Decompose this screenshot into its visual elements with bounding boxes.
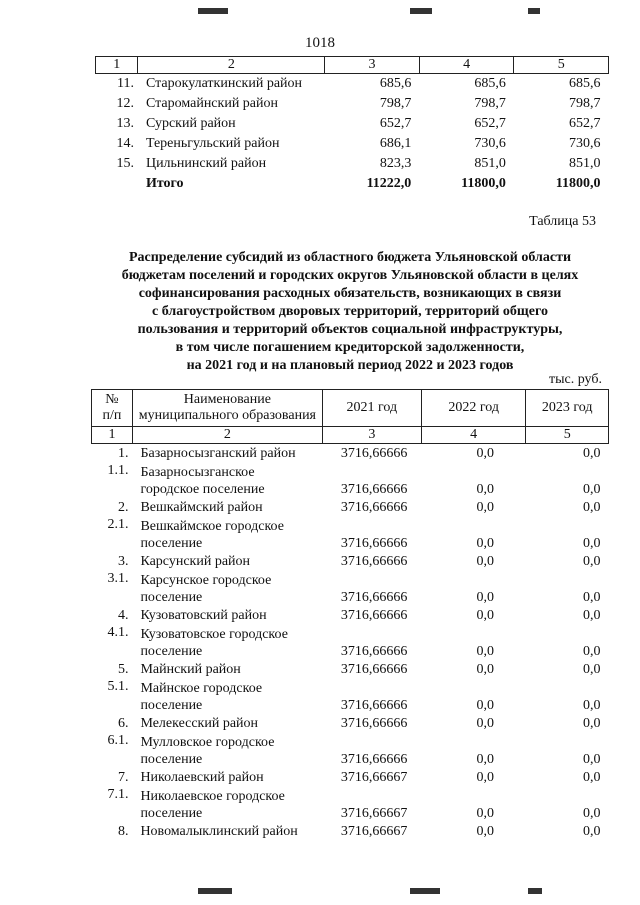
row-name xyxy=(132,570,322,606)
table-row xyxy=(96,134,609,154)
value-2021: 3716,66666 xyxy=(340,608,408,623)
row-number: 12. xyxy=(116,96,134,111)
row-name-line: поселение xyxy=(140,698,203,713)
title-line: на 2021 год и на плановый период 2022 и 2023 годов xyxy=(186,358,514,373)
total-value: 11800,0 xyxy=(555,176,601,191)
value-2021: 3716,66666 xyxy=(340,662,408,677)
value-2023: 0,0 xyxy=(583,644,601,659)
value-2023: 0,0 xyxy=(583,482,601,497)
row-name-line: поселение xyxy=(140,644,203,659)
value-cell: 851,0 xyxy=(474,156,506,171)
value-cell: 798,7 xyxy=(569,96,601,111)
value-2022: 0,0 xyxy=(476,536,494,551)
value-2022: 0,0 xyxy=(476,608,494,623)
table-body xyxy=(92,444,609,841)
scan-artifact xyxy=(528,8,540,14)
table-row xyxy=(92,768,609,786)
table-label: Таблица 53 xyxy=(529,214,596,229)
row-number: 7. xyxy=(117,770,129,785)
row-number: 3. xyxy=(117,554,129,569)
table-row xyxy=(92,462,609,498)
value-2022: 0,0 xyxy=(476,482,494,497)
value-2021: 3716,66667 xyxy=(340,824,408,839)
value-2021: 3716,66666 xyxy=(340,590,408,605)
row-number: 5.1. xyxy=(107,679,129,694)
header-year: 2021 год xyxy=(322,390,421,427)
table-row xyxy=(92,606,609,624)
value-2021: 3716,66666 xyxy=(340,500,408,515)
units-label: тыс. руб. xyxy=(549,372,602,387)
row-number: 15. xyxy=(116,156,134,171)
row-name-line: Николаевское городское xyxy=(140,789,285,804)
value-2021: 3716,66666 xyxy=(340,482,408,497)
row-name-line: городское поселение xyxy=(140,482,265,497)
row-number: 3.1. xyxy=(107,571,129,586)
empty-cell xyxy=(96,174,138,194)
value-2023: 0,0 xyxy=(583,698,601,713)
row-name-line: Мулловское городское xyxy=(140,735,275,750)
row-name xyxy=(132,516,322,552)
column-number: 3 xyxy=(322,427,421,444)
table-row xyxy=(92,822,609,840)
row-name: Старокулаткинский район xyxy=(145,76,303,91)
value-cell: 685,6 xyxy=(569,76,601,91)
row-name xyxy=(132,732,322,768)
value-2021: 3716,66666 xyxy=(340,536,408,551)
value-2023: 0,0 xyxy=(583,716,601,731)
value-2021: 3716,66666 xyxy=(340,446,408,461)
title-line: софинансирования расходных обязательств, возникающих в связи xyxy=(138,286,562,301)
row-number: 14. xyxy=(116,136,134,151)
header-cell: 4 xyxy=(419,57,514,74)
value-cell: 685,6 xyxy=(474,76,506,91)
header-number xyxy=(92,390,133,427)
row-name xyxy=(132,624,322,660)
row-number: 1.1. xyxy=(107,463,129,478)
header-name xyxy=(132,390,322,427)
table-row xyxy=(96,74,609,95)
table-row xyxy=(96,114,609,134)
header-text: п/п xyxy=(102,408,122,423)
value-2022: 0,0 xyxy=(476,698,494,713)
row-name-line: поселение xyxy=(140,536,203,551)
header-cell: 1 xyxy=(96,57,138,74)
header-text: № xyxy=(105,392,119,407)
table-header-row xyxy=(96,57,609,74)
scan-artifact xyxy=(410,8,432,14)
row-number: 11. xyxy=(116,76,134,91)
column-number: 2 xyxy=(132,427,322,444)
column-number: 5 xyxy=(526,427,609,444)
row-name xyxy=(132,786,322,822)
row-name: Сурский район xyxy=(145,116,236,131)
value-2023: 0,0 xyxy=(583,662,601,677)
value-cell: 685,6 xyxy=(379,76,412,91)
row-number: 6. xyxy=(117,716,129,731)
value-2022: 0,0 xyxy=(476,500,494,515)
row-name-line: поселение xyxy=(140,590,203,605)
value-2023: 0,0 xyxy=(583,446,601,461)
value-2022: 0,0 xyxy=(476,662,494,677)
row-name xyxy=(132,462,322,498)
value-2023: 0,0 xyxy=(583,536,601,551)
row-name-line: Майнский район xyxy=(140,662,241,677)
table-row xyxy=(92,786,609,822)
row-name-line: Базарносызганское xyxy=(140,465,255,480)
row-name-line: поселение xyxy=(140,752,203,767)
row-name xyxy=(132,714,322,732)
row-number: 2. xyxy=(117,500,129,515)
value-cell: 730,6 xyxy=(474,136,506,151)
value-2021: 3716,66666 xyxy=(340,554,408,569)
value-2022: 0,0 xyxy=(476,644,494,659)
value-2021: 3716,66666 xyxy=(340,698,408,713)
header-cell: 3 xyxy=(325,57,420,74)
value-2023: 0,0 xyxy=(583,770,601,785)
row-name-line: поселение xyxy=(140,806,203,821)
row-name xyxy=(132,822,322,840)
row-name-line: Кузоватовское городское xyxy=(140,627,288,642)
value-2021: 3716,66666 xyxy=(340,644,408,659)
row-name-line: Вешкаймское городское xyxy=(140,519,284,534)
value-2023: 0,0 xyxy=(583,554,601,569)
value-cell: 652,7 xyxy=(474,116,506,131)
value-2022: 0,0 xyxy=(476,752,494,767)
header-text: муниципального образования xyxy=(138,408,316,423)
table-row xyxy=(92,570,609,606)
row-name-line: Новомалыклинский район xyxy=(140,824,298,839)
value-2022: 0,0 xyxy=(476,770,494,785)
header-text: Наименование xyxy=(183,392,271,407)
row-number: 7.1. xyxy=(107,787,129,802)
table-row xyxy=(92,678,609,714)
table-row xyxy=(96,94,609,114)
row-number: 13. xyxy=(116,116,134,131)
row-name-line: Вешкаймский район xyxy=(140,500,263,515)
scan-artifact xyxy=(528,888,542,894)
title-line: с благоустройством дворовых территорий, территорий общего xyxy=(152,304,548,319)
scan-artifact xyxy=(410,888,440,894)
table-row xyxy=(92,552,609,570)
row-name: Цильнинский район xyxy=(145,156,267,171)
value-2022: 0,0 xyxy=(476,824,494,839)
continued-table xyxy=(95,56,609,194)
table-title xyxy=(90,249,610,375)
column-numbering-row xyxy=(92,427,609,444)
scan-artifact xyxy=(198,888,232,894)
row-name xyxy=(132,444,322,463)
value-2023: 0,0 xyxy=(583,806,601,821)
row-name-line: Майнское городское xyxy=(140,681,263,696)
row-name-line: Карсунское городское xyxy=(140,573,272,588)
row-name: Тереньгульский район xyxy=(145,136,280,151)
value-2022: 0,0 xyxy=(476,806,494,821)
value-cell: 652,7 xyxy=(569,116,601,131)
table-row xyxy=(92,732,609,768)
value-2023: 0,0 xyxy=(583,608,601,623)
row-number: 4. xyxy=(117,608,129,623)
row-number: 2.1. xyxy=(107,517,129,532)
row-name-line: Базарносызганский район xyxy=(140,446,296,461)
value-cell: 798,7 xyxy=(474,96,506,111)
table-row xyxy=(92,660,609,678)
row-name: Старомайнский район xyxy=(145,96,279,111)
title-line: пользования и территорий объектов социальной инфраструктуры, xyxy=(137,322,563,337)
title-line: в том числе погашением кредиторской задолженности, xyxy=(175,340,525,355)
value-2023: 0,0 xyxy=(583,752,601,767)
row-name xyxy=(132,768,322,786)
value-2023: 0,0 xyxy=(583,500,601,515)
table-header-row xyxy=(92,390,609,427)
value-2021: 3716,66666 xyxy=(340,716,408,731)
page-number: 1018 xyxy=(305,35,335,51)
value-cell: 652,7 xyxy=(379,116,412,131)
value-cell: 730,6 xyxy=(569,136,601,151)
value-2022: 0,0 xyxy=(476,716,494,731)
total-label: Итого xyxy=(145,176,184,191)
value-2023: 0,0 xyxy=(583,590,601,605)
row-name xyxy=(132,552,322,570)
row-name xyxy=(132,660,322,678)
table-row xyxy=(92,498,609,516)
header-cell: 5 xyxy=(514,57,609,74)
table-row xyxy=(92,714,609,732)
scan-artifact xyxy=(198,8,228,14)
total-row xyxy=(96,174,609,194)
row-number: 4.1. xyxy=(107,625,129,640)
header-year: 2023 год xyxy=(526,390,609,427)
value-cell: 798,7 xyxy=(379,96,412,111)
value-2022: 0,0 xyxy=(476,590,494,605)
column-number: 1 xyxy=(92,427,133,444)
row-number: 6.1. xyxy=(107,733,129,748)
header-cell: 2 xyxy=(138,57,325,74)
row-name xyxy=(132,678,322,714)
subsidy-table xyxy=(91,389,609,840)
table-row xyxy=(92,516,609,552)
total-value: 11800,0 xyxy=(461,176,506,191)
value-cell: 686,1 xyxy=(379,136,412,151)
row-number: 1. xyxy=(117,446,129,461)
row-name-line: Кузоватовский район xyxy=(140,608,267,623)
row-number: 5. xyxy=(117,662,129,677)
value-2021: 3716,66666 xyxy=(340,752,408,767)
row-name xyxy=(132,606,322,624)
row-name-line: Мелекесский район xyxy=(140,716,259,731)
value-cell: 851,0 xyxy=(569,156,601,171)
total-value: 11222,0 xyxy=(366,176,412,191)
table-row xyxy=(92,444,609,463)
value-2023: 0,0 xyxy=(583,824,601,839)
header-year: 2022 год xyxy=(421,390,526,427)
column-number: 4 xyxy=(421,427,526,444)
title-line: Распределение субсидий из областного бюджета Ульяновской области xyxy=(128,250,572,265)
value-2021: 3716,66667 xyxy=(340,770,408,785)
row-name-line: Николаевский район xyxy=(140,770,264,785)
value-2021: 3716,66667 xyxy=(340,806,408,821)
table-row xyxy=(92,624,609,660)
value-2022: 0,0 xyxy=(476,446,494,461)
row-name xyxy=(132,498,322,516)
value-2022: 0,0 xyxy=(476,554,494,569)
value-cell: 823,3 xyxy=(379,156,412,171)
title-line: бюджетам поселений и городских округов Ульяновской области в целях xyxy=(121,268,579,283)
row-number: 8. xyxy=(117,824,129,839)
table-row xyxy=(96,154,609,174)
row-name-line: Карсунский район xyxy=(140,554,251,569)
